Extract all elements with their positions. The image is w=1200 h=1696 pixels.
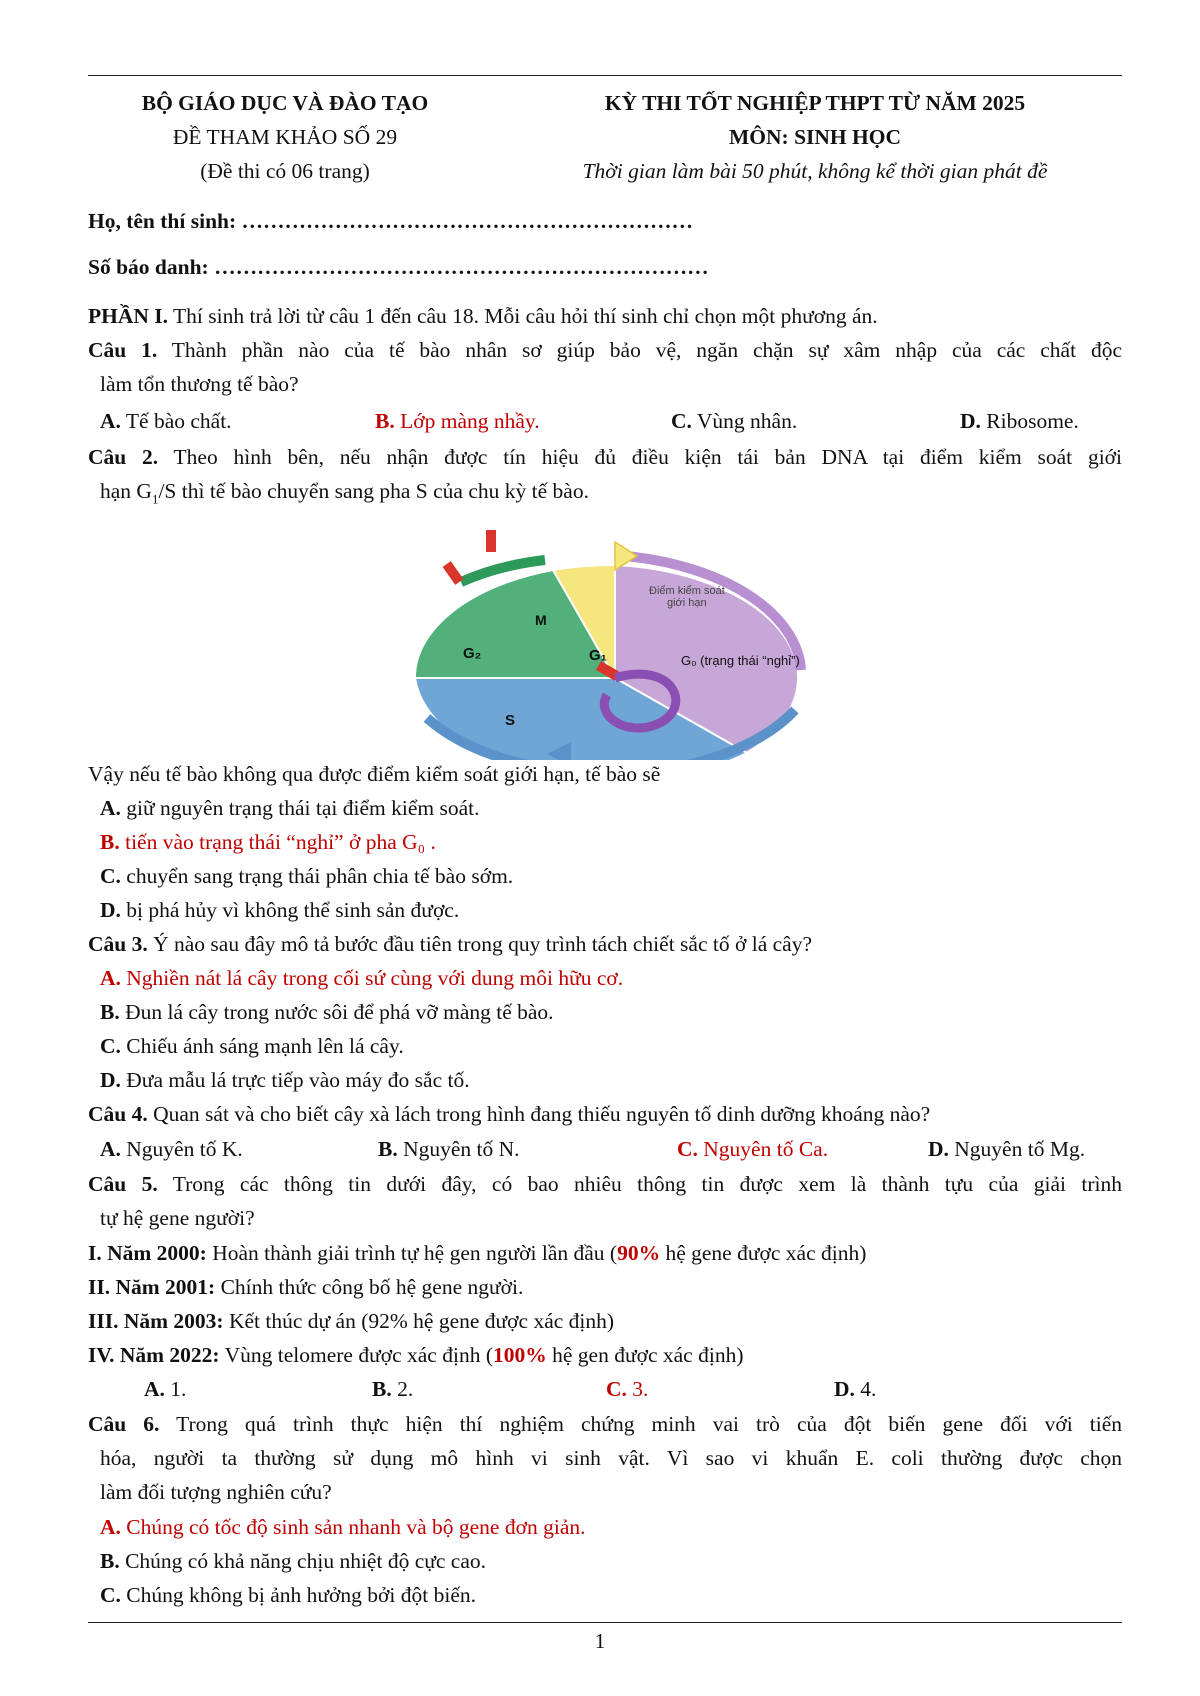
q1-option-d: D. Ribosome. — [960, 409, 1079, 433]
q3-label: Câu 3. — [88, 932, 148, 956]
q5-item-1: I. Năm 2000: Hoàn thành giải trình tự hệ gen người lần đầu (90% hệ gene được xác định) — [88, 1241, 867, 1265]
q1-option-c: C. Vùng nhân. — [671, 409, 798, 433]
q2-option-c: C. chuyển sang trạng thái phân chia tế bào sớm. — [100, 864, 514, 888]
bottom-rule — [88, 1622, 1122, 1623]
ministry-title: BỘ GIÁO DỤC VÀ ĐÀO TẠO — [141, 91, 429, 115]
q3-option-b: B. Đun lá cây trong nước sôi để phá vỡ màng tế bào. — [100, 1000, 554, 1024]
q5-option-a: A. 1. — [144, 1377, 187, 1401]
q3-option-a: A. Nghiền nát lá cây trong cối sứ cùng với dung môi hữu cơ. — [100, 966, 624, 990]
q2-label: Câu 2. — [88, 445, 159, 469]
g1-label: G₁ — [589, 647, 607, 664]
part1-instruction — [88, 300, 1122, 332]
svg-text:giới hạn: giới hạn — [667, 597, 707, 609]
exam-title: KỲ THI TỐT NGHIỆP THPT TỪ NĂM 2025 — [604, 91, 1026, 115]
q3-option-c: C. Chiếu ánh sáng mạnh lên lá cây. — [100, 1034, 404, 1058]
q1-option-a: A. Tế bào chất. — [100, 409, 232, 433]
g2m-checkpoint-bar — [443, 561, 464, 585]
q4-text: Câu 4. Quan sát và cho biết cây xà lách trong hình đang thiếu nguyên tố dinh dưỡng khoáng nào? — [88, 1102, 931, 1126]
q6-option-a: A. Chúng có tốc độ sinh sản nhanh và bộ gene đơn giản. — [100, 1515, 586, 1539]
q5-text: Câu 5. Trong các thông tin dưới đây, có bao nhiêu thông tin được xem là thành tựu của giải trình — [88, 1172, 1122, 1196]
m-label: M — [535, 612, 547, 628]
q2-text-cont: hạn $G_1/S$ thì tế bào chuyển sang pha S của chu kỳ tế bào. — [100, 479, 589, 507]
q5-option-c: C. 3. — [606, 1377, 649, 1401]
q2-text: Câu 2. Theo hình bên, nếu nhận được tín hiệu đủ điều kiện tái bản DNA tại điểm kiểm soát giới — [88, 445, 1123, 469]
page-number: 1 — [594, 1629, 606, 1653]
q2-option-b: B. tiến vào trạng thái “nghỉ” ở pha G₀ . — [100, 830, 436, 854]
s-label: S — [505, 712, 516, 729]
q6-text-cont-2: làm đối tượng nghiên cứu? — [100, 1480, 332, 1504]
pages-note: (Đề thi có 06 trang) — [200, 159, 370, 183]
q1-label: Câu 1. — [88, 338, 158, 362]
q1-text: Câu 1. Thành phần nào của tế bào nhân sơ giúp bảo vệ, ngăn chặn sự xâm nhập của các chất độc — [88, 338, 1122, 362]
q4-option-a: A. Nguyên tố K. — [100, 1137, 243, 1161]
q5-text-cont: tự hệ gene người? — [100, 1206, 255, 1230]
q5-item-3: III. Năm 2003: Kết thúc dự án (92% hệ gene được xác định) — [88, 1309, 615, 1333]
part1-text: Thí sinh trả lời từ câu 1 đến câu 18. Mỗi câu hỏi thí sinh chỉ chọn một phương án. — [168, 304, 878, 328]
part1-label: PHẦN I. — [88, 304, 169, 328]
meta-checkpoint-bar — [486, 530, 496, 552]
q5-option-d: D. 4. — [834, 1377, 877, 1401]
exam-code: ĐỀ THAM KHẢO SỐ 29 — [172, 125, 398, 149]
q5-item-2: II. Năm 2001: Chính thức công bố hệ gene người. — [88, 1275, 524, 1299]
candidate-id-field: Số báo danh: …………………………………………………………… — [88, 255, 709, 279]
q6-text: Câu 6. Trong quá trình thực hiện thí nghiệm chứng minh vai trò của đột biến gene đối với tiến — [88, 1412, 1123, 1436]
q1-option-b: B. Lớp màng nhầy. — [375, 409, 540, 433]
q3-option-d: D. Đưa mẫu lá trực tiếp vào máy đo sắc tố. — [100, 1068, 470, 1092]
header-left — [88, 86, 482, 188]
time-note: Thời gian làm bài 50 phút, không kể thời gian phát đề — [582, 159, 1048, 183]
q6-label: Câu 6. — [88, 1412, 160, 1436]
q2-followup: Vậy nếu tế bào không qua được điểm kiểm soát giới hạn, tế bào sẽ — [88, 762, 661, 786]
q1-text-cont: làm tổn thương tế bào? — [100, 372, 299, 396]
q4-option-c: C. Nguyên tố Ca. — [677, 1137, 829, 1161]
top-rule — [88, 75, 1122, 76]
q6-option-b: B. Chúng có khả năng chịu nhiệt độ cực cao. — [100, 1549, 487, 1573]
limit-checkpoint-label: Điểm kiểm soát — [649, 585, 725, 597]
subject-title: MÔN: SINH HỌC — [729, 125, 901, 149]
q6-text-cont: hóa, người ta thường sử dụng mô hình vi sinh vật. Vì sao vi khuẩn E. coli thường được chọn — [100, 1446, 1122, 1470]
cell-cycle-figure — [375, 520, 855, 760]
q4-option-d: D. Nguyên tố Mg. — [928, 1137, 1086, 1161]
candidate-name-field: Họ, tên thí sinh: ……………………………………………………… — [88, 209, 694, 233]
q6-option-c: C. Chúng không bị ảnh hưởng bởi đột biến. — [100, 1583, 476, 1607]
q4-option-b: B. Nguyên tố N. — [378, 1137, 520, 1161]
g0-label: G₀ (trạng thái “nghỉ”) — [681, 653, 800, 668]
q2-option-a: A. giữ nguyên trạng thái tại điểm kiểm soát. — [100, 796, 480, 820]
q5-option-b: B. 2. — [372, 1377, 414, 1401]
g2-label: G₂ — [463, 645, 482, 662]
q4-label: Câu 4. — [88, 1102, 148, 1126]
q5-item-4: IV. Năm 2022: Vùng telomere được xác định (100% hệ gen được xác định) — [88, 1343, 744, 1367]
q3-text: Câu 3. Ý nào sau đây mô tả bước đầu tiên trong quy trình tách chiết sắc tố ở lá cây? — [88, 932, 812, 956]
header-right — [515, 86, 1115, 188]
q5-label: Câu 5. — [88, 1172, 158, 1196]
q2-option-d: D. bị phá hủy vì không thể sinh sản được. — [100, 898, 460, 922]
